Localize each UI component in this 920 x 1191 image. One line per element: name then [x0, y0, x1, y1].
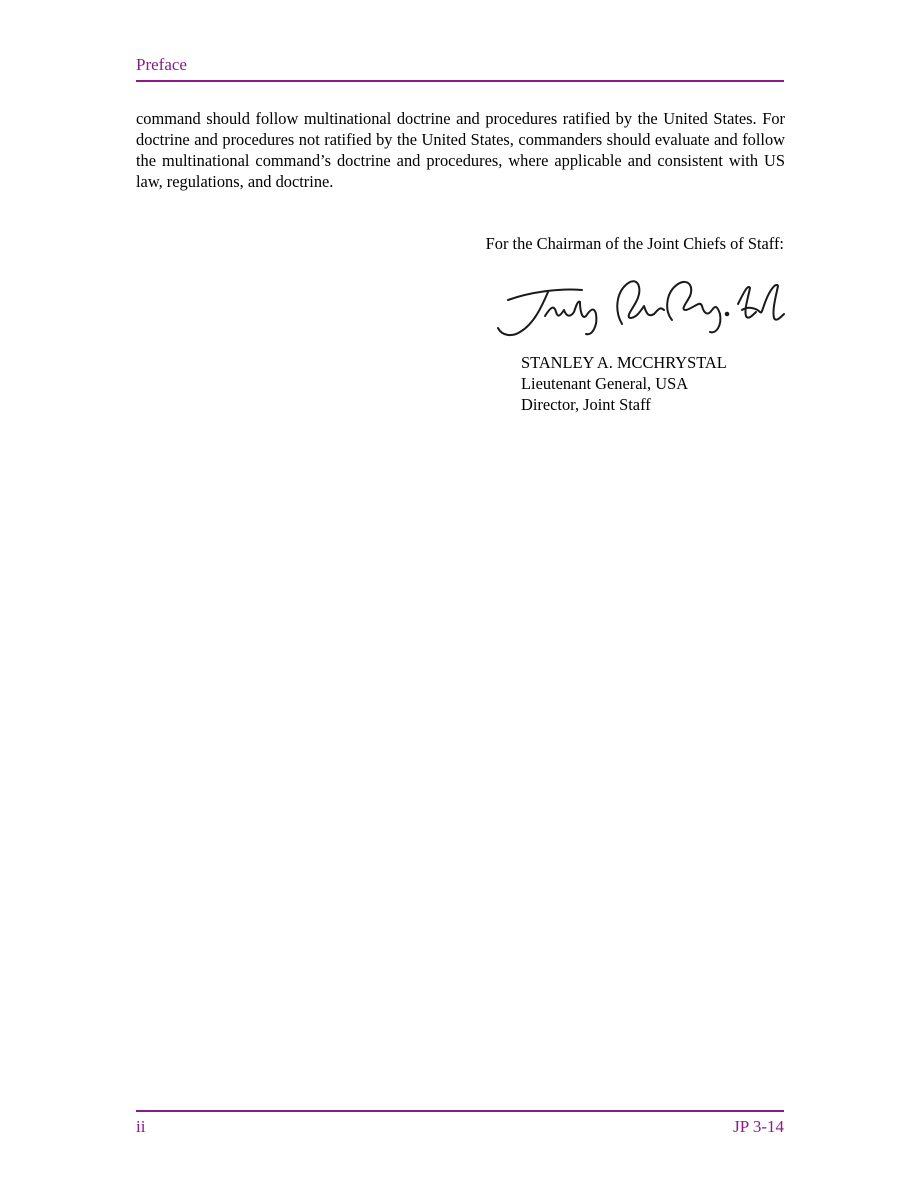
- signatory-rank: Lieutenant General, USA: [521, 374, 689, 393]
- header-rule: [136, 80, 784, 82]
- page-number: ii: [136, 1117, 146, 1136]
- handwritten-signature: [490, 270, 790, 346]
- page-section-title: Preface: [136, 55, 187, 74]
- body-paragraph: command should follow multinational doctrine and procedures ratified by the United States. For doctrine and procedures not ratified by the United States, commanders should evaluate and follow the multinational command’s doctrine and procedures, where applicable and consistent with US law, regulations, and doctrine.: [136, 109, 785, 191]
- signatory-position: Director, Joint Staff: [521, 395, 651, 414]
- publication-id: JP 3-14: [733, 1117, 784, 1136]
- signature-block: [521, 352, 727, 415]
- footer-rule: [136, 1110, 784, 1112]
- signature-salutation: For the Chairman of the Joint Chiefs of Staff:: [485, 234, 784, 253]
- signatory-name: STANLEY A. MCCHRYSTAL: [521, 353, 727, 372]
